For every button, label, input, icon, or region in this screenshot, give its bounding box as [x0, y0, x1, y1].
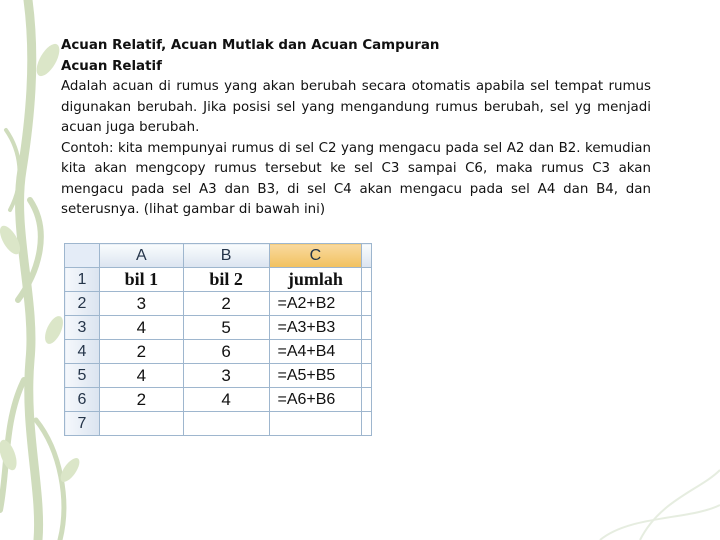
cell-b1: bil 2	[183, 268, 269, 292]
table-row-partial	[65, 412, 372, 436]
row-header: 6	[65, 388, 100, 412]
cell-b: 6	[183, 340, 269, 364]
row-header: 3	[65, 316, 100, 340]
column-header-a: A	[99, 244, 183, 268]
cell-partial	[362, 412, 372, 436]
select-all-corner	[65, 244, 100, 268]
cell-c	[269, 412, 362, 436]
cell-a: 2	[99, 388, 183, 412]
cell-b: 5	[183, 316, 269, 340]
cell-partial	[362, 292, 372, 316]
slide-content	[61, 36, 651, 221]
row-header: 4	[65, 340, 100, 364]
table-row	[65, 364, 372, 388]
cell-a: 2	[99, 340, 183, 364]
example-paragraph: Contoh: kita mempunyai rumus di sel C2 yang mengacu pada sel A2 dan B2. kemudian kita akan mengcopy rumus tersebut ke sel C3 sampai C6, maka rumus C3 akan mengacu pada sel A3 dan B3, di sel C4 akan mengacu pada sel A4 dan B4, dan seterusnya. (lihat gambar di bawah ini)	[61, 140, 651, 217]
cell-b	[183, 412, 269, 436]
column-header-b: B	[183, 244, 269, 268]
cell-a1: bil 1	[99, 268, 183, 292]
table-row	[65, 292, 372, 316]
slide-title: Acuan Relatif, Acuan Mutlak dan Acuan Campuran	[61, 38, 440, 53]
cell-a: 4	[99, 364, 183, 388]
cell-partial	[362, 340, 372, 364]
table-row	[65, 316, 372, 340]
cell-formula: =A6+B6	[269, 388, 362, 412]
cell-b: 4	[183, 388, 269, 412]
cell-formula: =A4+B4	[269, 340, 362, 364]
cell-partial	[362, 316, 372, 340]
section-heading: Acuan Relatif	[61, 58, 162, 74]
cell-formula: =A5+B5	[269, 364, 362, 388]
cell-formula: =A2+B2	[269, 292, 362, 316]
table-row	[65, 388, 372, 412]
table-row	[65, 268, 372, 292]
cell-partial	[362, 268, 372, 292]
table-row	[65, 340, 372, 364]
column-header-d-partial	[362, 244, 372, 268]
row-header: 2	[65, 292, 100, 316]
row-header: 1	[65, 268, 100, 292]
cell-partial	[362, 388, 372, 412]
column-header-c: C	[269, 244, 362, 268]
row-header: 5	[65, 364, 100, 388]
cell-a: 4	[99, 316, 183, 340]
spreadsheet-image	[64, 243, 372, 432]
definition-paragraph: Adalah acuan di rumus yang akan berubah secara otomatis apabila sel tempat rumus digunakan berubah. Jika posisi sel yang mengandung rumus berubah, sel yg menjadi acuan juga berubah.	[61, 79, 651, 135]
column-header-row	[65, 244, 372, 268]
cell-b: 3	[183, 364, 269, 388]
cell-a	[99, 412, 183, 436]
cell-c1: jumlah	[269, 268, 362, 292]
cell-partial	[362, 364, 372, 388]
cell-formula: =A3+B3	[269, 316, 362, 340]
cell-b: 2	[183, 292, 269, 316]
row-header: 7	[65, 412, 100, 436]
cell-a: 3	[99, 292, 183, 316]
